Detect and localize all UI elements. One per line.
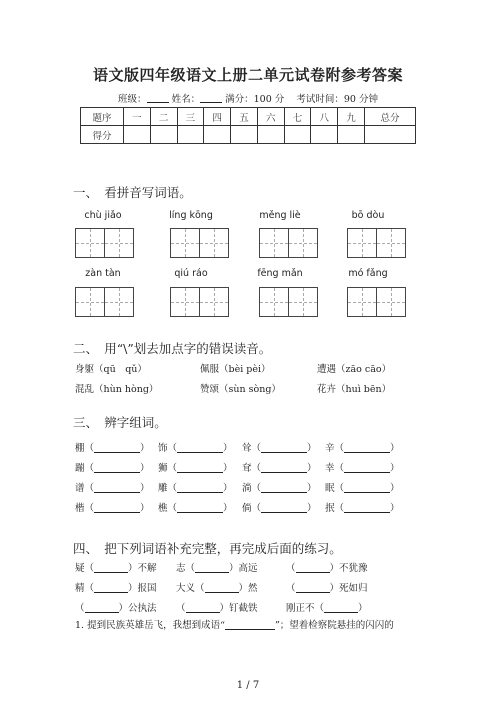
- idiom-item: [176, 580, 258, 594]
- source-char: 雕: [158, 483, 168, 494]
- paren-close: ）: [223, 483, 233, 494]
- score-header-cell: 二: [150, 108, 177, 126]
- score-header-cell: 五: [231, 108, 258, 126]
- score-cell[interactable]: [124, 126, 151, 144]
- word-group-item: [242, 480, 317, 494]
- paren-open: （: [334, 503, 345, 514]
- answer-blank[interactable]: [261, 462, 307, 473]
- paren-close: ）: [307, 483, 317, 494]
- answer-blank[interactable]: [94, 562, 128, 573]
- name-blank: [200, 93, 222, 103]
- paren-close: ）: [223, 443, 233, 454]
- answer-blank[interactable]: [324, 602, 358, 613]
- idiom-item: [75, 580, 157, 594]
- paren-open: （: [167, 503, 178, 514]
- question-1: [75, 617, 394, 631]
- writing-grid[interactable]: [170, 287, 229, 317]
- paren-close: ）: [307, 503, 317, 514]
- pinyin-label: zàn tàn: [85, 268, 121, 279]
- score-header-cell: 九: [338, 108, 365, 126]
- source-char: 耷: [242, 463, 252, 474]
- paren-open: （: [84, 463, 95, 474]
- writing-grid[interactable]: [259, 228, 318, 258]
- reading-item[interactable]: 遭遇（zāo cāo）: [317, 364, 392, 375]
- score-cell[interactable]: [204, 126, 231, 144]
- paren-open: （: [251, 463, 262, 474]
- source-char: 棚: [75, 443, 85, 454]
- idiom-prefix: 大义（: [176, 583, 205, 594]
- idiom-prefix: （: [176, 603, 186, 614]
- section-2-heading: 二、 用“\”划去加点字的错误读音。: [73, 341, 272, 356]
- answer-blank[interactable]: [205, 582, 239, 593]
- score-header-cell: 总分: [364, 108, 415, 126]
- paren-open: （: [334, 443, 345, 454]
- question-1-end: ”；望着检察院悬挂的闪闪的: [274, 620, 394, 631]
- word-group-item: [242, 440, 317, 454]
- answer-blank[interactable]: [344, 462, 390, 473]
- answer-blank[interactable]: [344, 502, 390, 513]
- paren-open: （: [84, 443, 95, 454]
- word-group-item: [75, 460, 150, 474]
- section-3-heading: 三、 辨字组词。: [73, 415, 167, 430]
- score-header-cell: 一: [124, 108, 151, 126]
- source-char: 眠: [325, 483, 335, 494]
- reading-item[interactable]: 混乱（hùn hòng）: [75, 384, 159, 395]
- answer-blank[interactable]: [296, 582, 330, 593]
- source-char: 楷: [75, 503, 85, 514]
- paren-open: （: [84, 503, 95, 514]
- full-score: 满分：100 分: [225, 94, 285, 105]
- source-char: 淌: [242, 483, 252, 494]
- score-table: [80, 107, 416, 144]
- idiom-suffix: ）高远: [229, 563, 258, 574]
- score-header-row: [81, 108, 416, 126]
- writing-grid[interactable]: [347, 228, 406, 258]
- idiom-prefix: 疑（: [75, 563, 95, 574]
- class-blank: [147, 93, 169, 103]
- pinyin-label: chù jiǎo: [84, 210, 122, 221]
- pinyin-label: měng liè: [259, 210, 301, 221]
- paren-close: ）: [307, 463, 317, 474]
- writing-grid[interactable]: [75, 287, 134, 317]
- idiom-item: [286, 600, 368, 614]
- idiom-prefix: 精（: [75, 583, 95, 594]
- paren-close: ）: [390, 483, 400, 494]
- answer-blank[interactable]: [94, 442, 140, 453]
- idiom-item: [176, 560, 258, 574]
- idiom-suffix: ）然: [238, 583, 258, 594]
- paren-open: （: [167, 443, 178, 454]
- paren-close: ）: [223, 463, 233, 474]
- word-group-item: [158, 460, 233, 474]
- writing-grid[interactable]: [75, 228, 134, 258]
- page-number: 1 / 7: [236, 680, 260, 691]
- idiom-suffix: ）: [358, 603, 368, 614]
- reading-item[interactable]: 赞颂（sùn sòng）: [200, 384, 281, 395]
- word-group-item: [75, 480, 150, 494]
- idiom-item: [176, 600, 258, 614]
- answer-blank[interactable]: [344, 442, 390, 453]
- score-cell[interactable]: [284, 126, 311, 144]
- answer-blank[interactable]: [177, 482, 223, 493]
- source-char: 辛: [325, 443, 335, 454]
- word-group-item: [325, 500, 400, 514]
- pinyin-label: mó fǎng: [348, 268, 388, 279]
- answer-blank[interactable]: [177, 502, 223, 513]
- pinyin-label: fēng mǎn: [257, 268, 303, 279]
- word-group-item: [325, 480, 400, 494]
- idiom-suffix: ）不解: [128, 563, 157, 574]
- score-cell[interactable]: [150, 126, 177, 144]
- pinyin-label: líng kōng: [169, 210, 213, 221]
- answer-blank[interactable]: [94, 482, 140, 493]
- paren-close: ）: [140, 443, 150, 454]
- score-row-label: 得分: [81, 126, 124, 144]
- source-char: 耸: [242, 443, 252, 454]
- exam-info: [0, 91, 496, 105]
- source-char: 抿: [325, 503, 335, 514]
- paren-close: ）: [140, 463, 150, 474]
- paren-close: ）: [390, 503, 400, 514]
- score-cell[interactable]: [177, 126, 204, 144]
- paren-open: （: [84, 483, 95, 494]
- reading-item[interactable]: 佩服（bèi pèi）: [200, 364, 271, 375]
- word-group-item: [75, 500, 150, 514]
- score-cell[interactable]: [311, 126, 338, 144]
- score-cell[interactable]: [338, 126, 365, 144]
- paren-close: ）: [390, 443, 400, 454]
- class-label: 班级：: [118, 94, 147, 105]
- paren-close: ）: [140, 483, 150, 494]
- writing-grid[interactable]: [259, 287, 318, 317]
- idiom-prefix: 刚正不（: [286, 603, 325, 614]
- name-label: 姓名：: [171, 94, 201, 105]
- writing-grid[interactable]: [170, 228, 229, 258]
- paren-open: （: [334, 463, 345, 474]
- answer-blank[interactable]: [225, 619, 275, 630]
- reading-item[interactable]: 身躯（qū qǔ）: [75, 364, 147, 375]
- answer-blank[interactable]: [296, 562, 330, 573]
- answer-blank[interactable]: [261, 442, 307, 453]
- word-group-item: [158, 440, 233, 454]
- score-header-cell: 六: [257, 108, 284, 126]
- answer-blank[interactable]: [261, 482, 307, 493]
- score-cell[interactable]: [257, 126, 284, 144]
- word-group-item: [75, 440, 150, 454]
- page-title: 语文版四年级语文上册二单元试卷附参考答案: [92, 66, 403, 84]
- section-1-heading: 一、 看拼音写词语。: [73, 185, 192, 200]
- source-char: 樵: [158, 503, 168, 514]
- idiom-suffix: ）不犹豫: [329, 563, 368, 574]
- paren-open: （: [167, 483, 178, 494]
- score-header-cell: 题序: [81, 108, 124, 126]
- idiom-suffix: ）公执法: [118, 603, 157, 614]
- word-group-item: [325, 440, 400, 454]
- idiom-suffix: ）报国: [128, 583, 157, 594]
- idiom-prefix: （: [286, 563, 296, 574]
- paren-open: （: [334, 483, 345, 494]
- score-header-cell: 三: [177, 108, 204, 126]
- answer-blank[interactable]: [195, 562, 229, 573]
- answer-blank[interactable]: [177, 442, 223, 453]
- pinyin-label: bō dòu: [351, 210, 385, 221]
- paren-close: ）: [223, 503, 233, 514]
- score-cell[interactable]: [364, 126, 415, 144]
- pinyin-label: qiú ráo: [174, 268, 208, 279]
- idiom-item: [75, 560, 157, 574]
- source-char: 谱: [75, 483, 85, 494]
- answer-blank[interactable]: [94, 462, 140, 473]
- idiom-suffix: ）钉截铁: [219, 603, 258, 614]
- idiom-suffix: ）死如归: [329, 583, 368, 594]
- source-char: 蹦: [75, 463, 85, 474]
- paren-open: （: [251, 483, 262, 494]
- score-header-cell: 八: [311, 108, 338, 126]
- exam-time: 考试时间：90 分钟: [296, 94, 378, 105]
- answer-blank[interactable]: [261, 502, 307, 513]
- score-value-row: [81, 126, 416, 144]
- score-cell[interactable]: [231, 126, 258, 144]
- answer-blank[interactable]: [94, 502, 140, 513]
- word-group-item: [158, 500, 233, 514]
- writing-grid[interactable]: [347, 287, 406, 317]
- score-header-cell: 七: [284, 108, 311, 126]
- idiom-item: [286, 580, 368, 594]
- paren-open: （: [251, 503, 262, 514]
- word-group-item: [158, 480, 233, 494]
- paren-open: （: [251, 443, 262, 454]
- source-char: 饰: [158, 443, 168, 454]
- source-char: 幸: [325, 463, 335, 474]
- idiom-item: [286, 560, 368, 574]
- paren-close: ）: [307, 443, 317, 454]
- source-char: 倘: [242, 503, 252, 514]
- answer-blank[interactable]: [186, 602, 220, 613]
- idiom-item: [75, 600, 157, 614]
- paren-close: ）: [140, 503, 150, 514]
- answer-blank[interactable]: [344, 482, 390, 493]
- word-group-item: [242, 500, 317, 514]
- answer-blank[interactable]: [177, 462, 223, 473]
- paren-open: （: [167, 463, 178, 474]
- idiom-prefix: 志（: [176, 563, 196, 574]
- reading-item[interactable]: 花卉（huì bēn）: [317, 384, 392, 395]
- word-group-item: [325, 460, 400, 474]
- answer-blank[interactable]: [94, 582, 128, 593]
- score-header-cell: 四: [204, 108, 231, 126]
- idiom-prefix: （: [75, 603, 85, 614]
- source-char: 狮: [158, 463, 168, 474]
- question-1-start: 1. 提到民族英雄岳飞，我想到成语“: [75, 620, 225, 631]
- word-group-item: [242, 460, 317, 474]
- section-4-heading: 四、 把下列词语补充完整，再完成后面的练习。: [73, 541, 342, 556]
- paren-close: ）: [390, 463, 400, 474]
- answer-blank[interactable]: [85, 602, 119, 613]
- idiom-prefix: （: [286, 583, 296, 594]
